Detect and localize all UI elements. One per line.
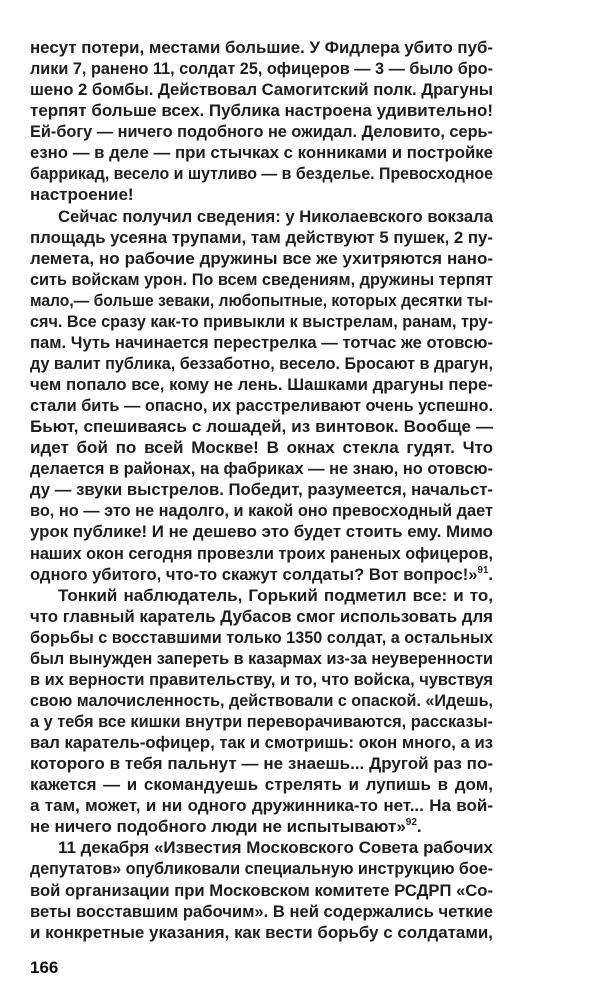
footnote-reference: 91 bbox=[477, 564, 489, 576]
text-line-text: свою малочисленность, действовали с опаской. «Идешь, bbox=[30, 690, 493, 710]
text-line bbox=[30, 100, 493, 121]
text-line bbox=[30, 248, 493, 269]
footnote-reference: 92 bbox=[405, 817, 417, 829]
text-line bbox=[30, 774, 493, 795]
text-line bbox=[30, 543, 493, 564]
text-line-text: которого в тебя пальнут — не знаешь... Другой раз по- bbox=[30, 754, 493, 774]
text-line bbox=[30, 753, 493, 774]
text-line bbox=[30, 416, 493, 437]
text-line bbox=[30, 816, 493, 837]
text-line-text: 11 декабря «Известия Московского Совета рабочих bbox=[58, 838, 493, 858]
text-line bbox=[30, 353, 493, 374]
text-line-text: шено 2 бомбы. Действовал Самогитский полк. Драгуны bbox=[30, 80, 493, 100]
text-line-text: одного убитого, что-то скажут солдаты? Вот вопрос!» bbox=[30, 564, 478, 584]
text-line-content bbox=[30, 311, 493, 332]
text-line-text: делается в районах, на фабриках — не знаю, но отовсю- bbox=[30, 459, 493, 479]
text-line-text: идет бой по всей Москве! В окнах стекла гудят. Что bbox=[30, 438, 493, 458]
text-line-content bbox=[58, 837, 493, 858]
page-number: 166 bbox=[30, 958, 59, 977]
text-line-text: в их верности правительству, и то, что войска, чувствуя bbox=[30, 669, 493, 689]
text-line bbox=[30, 564, 493, 585]
text-line-text: сить войскам урон. По всем сведениям, дружины терпят bbox=[30, 269, 493, 289]
text-line-content bbox=[30, 564, 493, 585]
text-line-text: урок публике! И не дешево это будет стоить ему. Мимо bbox=[30, 522, 493, 542]
text-line-content bbox=[30, 437, 493, 458]
text-line-text: Ей-богу — ничего подобного не ожидал. Деловито, серь- bbox=[30, 122, 493, 142]
text-line-content bbox=[30, 163, 493, 184]
text-line-text: что главный каратель Дубасов смог использовать для bbox=[30, 606, 493, 626]
text-line-content bbox=[30, 690, 493, 711]
text-line bbox=[30, 837, 493, 858]
text-line-content bbox=[30, 290, 493, 311]
text-line-content bbox=[30, 121, 493, 142]
text-line bbox=[30, 627, 493, 648]
text-line bbox=[30, 606, 493, 627]
text-line-content bbox=[30, 627, 493, 648]
text-line-text: и конкретные указания, как вести борьбу с солдатами, bbox=[30, 922, 493, 942]
text-line-text: был вынужден запереть в казармах из-за неуверенности bbox=[30, 648, 493, 668]
text-line-content bbox=[30, 458, 493, 479]
text-line-content bbox=[30, 269, 493, 290]
text-line-content bbox=[30, 901, 493, 922]
text-line bbox=[30, 37, 493, 58]
text-line-text: вой организации при Московском комитете РСДРП «Со- bbox=[30, 880, 493, 900]
text-line-text: Бьют, спешиваясь с лошадей, из винтовок. Вообще — bbox=[30, 417, 493, 437]
text-line-content bbox=[30, 227, 493, 248]
text-line bbox=[30, 121, 493, 142]
text-line-content bbox=[30, 248, 493, 269]
text-line-content bbox=[30, 795, 493, 816]
text-line-text: лемета, но рабочие дружины все же ухитряются нано- bbox=[30, 248, 493, 268]
text-line bbox=[30, 901, 493, 922]
text-line-content bbox=[30, 416, 493, 437]
text-line bbox=[30, 79, 493, 100]
text-line bbox=[30, 142, 493, 163]
text-line bbox=[30, 521, 493, 542]
text-line-text: чем попало все, кому не лень. Шашками драгуны пере- bbox=[30, 375, 493, 394]
text-line-text: пам. Чуть начинается перестрелка — тотчас же отовсю- bbox=[30, 332, 493, 352]
text-line-content bbox=[30, 521, 493, 542]
text-line bbox=[30, 437, 493, 458]
text-line-content bbox=[30, 79, 493, 100]
text-line bbox=[30, 163, 493, 184]
text-line-text: мало,— больше зеваки, любопытные, которых десятки ты- bbox=[30, 290, 493, 310]
text-line-content bbox=[30, 58, 493, 79]
text-line bbox=[30, 922, 493, 943]
text-line bbox=[30, 669, 493, 690]
punctuation: . bbox=[488, 564, 493, 584]
text-line-text: Тонкий наблюдатель, Горький подметил все: и то, bbox=[58, 585, 493, 605]
text-line-content bbox=[30, 543, 493, 564]
text-line bbox=[30, 374, 493, 395]
text-line-content bbox=[30, 142, 493, 163]
text-line bbox=[30, 269, 493, 290]
text-line-content bbox=[30, 669, 493, 690]
text-line bbox=[30, 500, 493, 521]
text-line-content bbox=[30, 732, 493, 753]
text-line bbox=[30, 479, 493, 500]
text-line-text: несут потери, местами большие. У Фидлера убито пуб- bbox=[30, 38, 493, 57]
text-line bbox=[30, 690, 493, 711]
text-line-text: не ничего подобного люди не испытывают» bbox=[30, 817, 406, 837]
text-line bbox=[30, 290, 493, 311]
text-line-text: стали бить — опасно, их расстреливают очень успешно. bbox=[30, 396, 493, 416]
text-line bbox=[30, 585, 493, 606]
text-line bbox=[30, 311, 493, 332]
text-line bbox=[30, 184, 493, 205]
text-line-text: терпят больше всех. Публика настроена удивительно! bbox=[30, 101, 493, 121]
text-line-content bbox=[30, 648, 493, 669]
text-line-content bbox=[58, 585, 493, 606]
text-line-text: вал каратель-офицер, так и смотришь: окон много, а из bbox=[30, 733, 493, 753]
text-line bbox=[30, 732, 493, 753]
text-line-text: езно — в деле — при стычках с конниками и постройке bbox=[30, 143, 493, 163]
text-line bbox=[30, 648, 493, 669]
text-line-content bbox=[30, 374, 493, 395]
text-line bbox=[30, 227, 493, 248]
text-line-text: ду — звуки выстрелов. Победит, разумеется, начальст- bbox=[30, 480, 493, 500]
text-line-text: настроение! bbox=[30, 185, 134, 205]
text-line-content bbox=[30, 332, 493, 353]
text-line-content bbox=[30, 37, 493, 58]
text-line-text: баррикад, весело и шутливо — в безделье. Превосходное bbox=[30, 164, 493, 184]
text-line bbox=[30, 206, 493, 227]
text-line bbox=[30, 458, 493, 479]
text-line bbox=[30, 795, 493, 816]
text-line-text: ду валит публика, беззаботно, весело. Бросают в драгун, bbox=[30, 353, 493, 373]
text-line-text: а у тебя все кишки внутри переворачиваются, рассказы- bbox=[30, 712, 493, 731]
text-line-content bbox=[30, 500, 493, 521]
text-line-content bbox=[30, 880, 493, 901]
text-line-content bbox=[30, 353, 493, 374]
text-line-text: во, но — это не надолго, и какой оно превосходный дает bbox=[30, 501, 493, 521]
punctuation: . bbox=[416, 817, 422, 837]
text-line-text: борьбы с восставшими только 1350 солдат, а остальных bbox=[30, 627, 493, 647]
text-line-content bbox=[30, 395, 493, 416]
text-line-text: депутатов» опубликовали специальную инструкцию бое- bbox=[30, 859, 493, 879]
text-line-content bbox=[30, 100, 493, 121]
text-line-content bbox=[30, 184, 134, 205]
text-line bbox=[30, 58, 493, 79]
text-line bbox=[30, 858, 493, 879]
text-line-text: площадь усеяна трупами, там действуют 5 пушек, 2 пу- bbox=[30, 227, 493, 247]
text-line bbox=[30, 880, 493, 901]
text-line bbox=[30, 395, 493, 416]
text-line-content bbox=[30, 816, 422, 837]
text-line-content bbox=[30, 711, 493, 732]
body-text bbox=[30, 37, 493, 943]
text-line-text: а там, может, и ни одного дружинника-то нет... На вой- bbox=[30, 796, 493, 816]
text-line bbox=[30, 332, 493, 353]
text-line bbox=[30, 711, 493, 732]
text-line-text: Сейчас получил сведения: у Николаевского вокзала bbox=[58, 206, 493, 226]
text-line-content bbox=[30, 858, 493, 879]
text-line-content bbox=[30, 774, 493, 795]
text-line-text: лики 7, ранено 11, солдат 25, офицеров — 3 — было бро- bbox=[30, 59, 493, 79]
text-line-text: наших окон сегодня провезли троих раненых офицеров, bbox=[30, 543, 493, 563]
text-line-text: кажется — и скомандуешь стрелять и лупишь в дом, bbox=[30, 775, 493, 795]
text-line-text: веты восставшим рабочим». В ней содержались четкие bbox=[30, 901, 493, 921]
text-line-content bbox=[30, 606, 493, 627]
text-line-text: сяч. Все сразу как-то привыкли к выстрелам, ранам, тру- bbox=[30, 311, 493, 331]
text-line-content bbox=[30, 479, 493, 500]
text-line-content bbox=[58, 206, 493, 227]
text-line-content bbox=[30, 753, 493, 774]
text-line-content bbox=[30, 922, 493, 943]
